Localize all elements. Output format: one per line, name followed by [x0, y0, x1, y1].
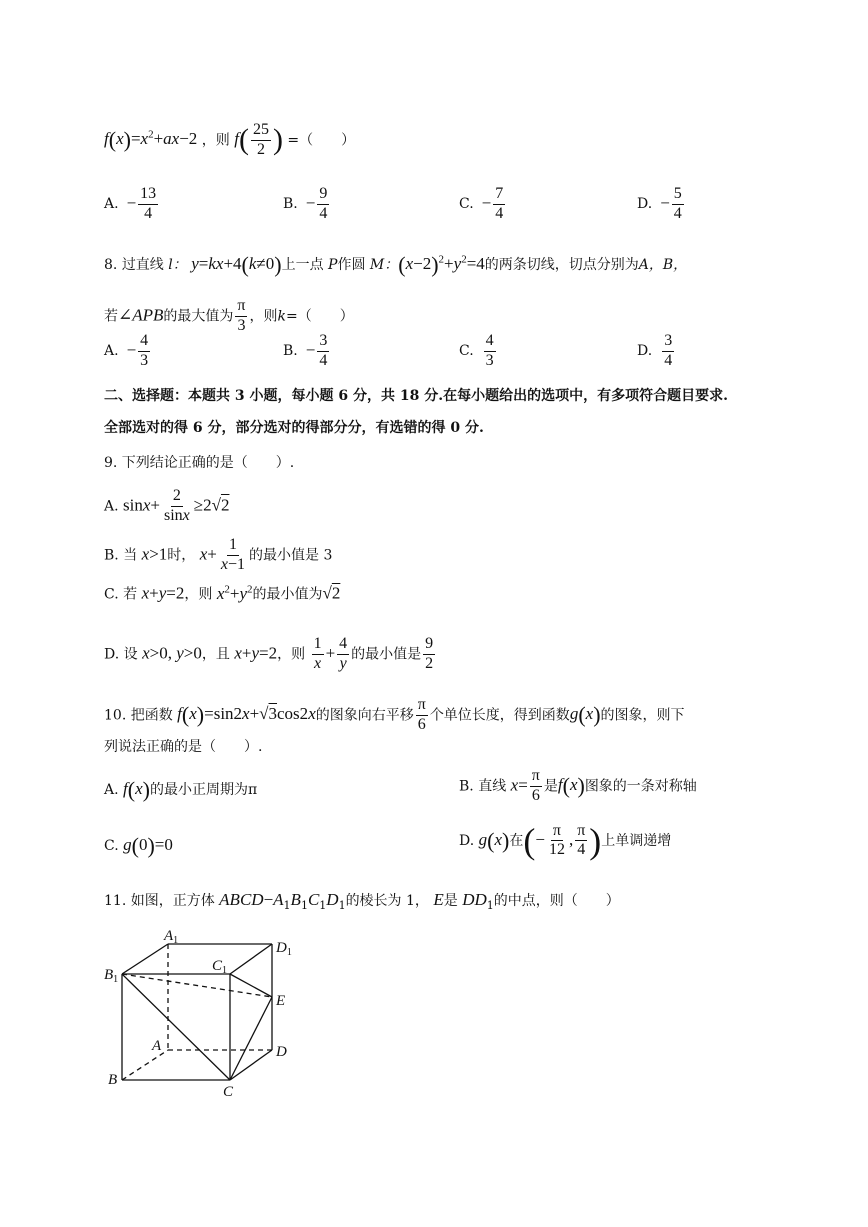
q10-option-c: C. g(0)=0 [104, 833, 173, 858]
q10-line1: 10. 把函数 f(x)=sin2x+√3cos2x的图象向右平移 $\frac{\pi}{6}$ 个单位长度，得到函数g(x)的图象，则下 [104, 696, 685, 733]
q10-option-a: A. f(x)的最小正周期为π [104, 777, 258, 802]
option-sign: − [481, 193, 492, 213]
option-label: A. [104, 343, 119, 360]
label-a: A [152, 1038, 162, 1054]
option-label: B. [283, 343, 298, 360]
q9-option-c: C. 若 x+y=2，则 $x^2+y^2$的最小值为√2 [104, 583, 341, 603]
option-fraction: $\frac{4}{3}$ [485, 332, 494, 369]
option-sign: − [660, 193, 670, 213]
q7-stem: $f(x)=x^2+ax-2$ ，则 f( $\frac{25}{2}$ ) =（ ） [104, 121, 356, 158]
q9-stem: 9. 下列结论正确的是（ ）. [104, 455, 295, 471]
option-sign: − [126, 193, 137, 213]
option-fraction: $\frac{5}{4}$ [673, 185, 682, 222]
section2-line1: 二、选择题：本题共 3 小题，每小题 6 分，共 18 分.在每小题给出的选项中，有多项符合题目要求. [104, 388, 728, 404]
q10-line2: 列说法正确的是（ ）. [104, 739, 263, 755]
q9-option-a: A. sinx+ $\frac{2}{\sin x}$ ≥2√2 [104, 487, 230, 524]
cube-figure [100, 928, 310, 1098]
q7-eq: =（ ） [287, 132, 356, 149]
option-label: C. [459, 343, 474, 360]
q9-option-b: B. 当 x>1时， x+ $\frac{1}{x-1}$ 的最小值是 3 [104, 536, 333, 573]
q8-option-a [104, 333, 152, 370]
label-b: B [108, 1072, 118, 1088]
q8-line2: 若∠APB的最大值为 $\frac{\pi}{3}$ ，则k=（ ） [104, 297, 354, 334]
option-fraction: $\frac{7}{4}$ [495, 185, 504, 222]
q8-line1: 8. 过直线 l： y=kx+4(k≠0)上一点 P作圆 M：$(x-2)^2+y^2=4$的两条切线，切点分别为A，B， [104, 252, 688, 277]
option-sign: − [305, 193, 316, 213]
q7-option-d [637, 186, 686, 223]
q10-option-b: B. 直线 x= $\frac{\pi}{6}$ 是f(x)图象的一条对称轴 [459, 767, 697, 804]
q8-option-c [459, 333, 498, 370]
label-c: C [223, 1084, 234, 1098]
label-d1: $D_1$ [276, 940, 292, 958]
option-fraction: $\frac{4}{3}$ [140, 332, 149, 369]
option-label: A. [104, 196, 119, 213]
q8-option-b [283, 333, 331, 370]
option-fraction: $\frac{9}{4}$ [319, 185, 328, 222]
q8-option-d [637, 333, 676, 370]
option-fraction: $\frac{13}{4}$ [140, 185, 157, 222]
q7-option-b [283, 186, 331, 223]
option-label: D. [637, 343, 653, 360]
section2-line2: 全部选对的得 6 分，部分选对的得部分分，有选错的得 0 分. [104, 420, 484, 436]
q7-option-c [459, 186, 507, 223]
option-label: B. [283, 196, 298, 213]
option-label: D. [637, 196, 653, 213]
option-sign: − [305, 340, 316, 360]
label-d: D [276, 1044, 287, 1060]
label-a1: $A_1$ [164, 928, 179, 946]
q7-stem-tail: ，则 [201, 132, 230, 149]
label-c1: $C_1$ [212, 958, 228, 976]
q11-stem: 11. 如图，正方体 $ABCD-A_1B_1C_1D_1$的棱长为 1， E是 $DD_1$的中点，则（ ） [104, 890, 620, 912]
option-label: C. [459, 196, 474, 213]
option-sign: − [126, 340, 137, 360]
option-fraction: $\frac{3}{4}$ [664, 332, 673, 369]
q10-option-d: D. g(x)在(− $\frac{\pi}{12}$ , $\frac{\pi}{4}$ )上单调递增 [459, 821, 672, 861]
label-b1: $B_1$ [104, 967, 119, 985]
label-e: E [276, 993, 286, 1009]
q9-option-d: D. 设 x>0, y>0，且 x+y=2，则 $\frac{1}{x}$ + $\frac{4}{y}$ 的最小值是 $\frac{9}{2}$ [104, 635, 434, 672]
option-fraction: $\frac{3}{4}$ [319, 332, 328, 369]
q7-option-a [104, 186, 160, 223]
